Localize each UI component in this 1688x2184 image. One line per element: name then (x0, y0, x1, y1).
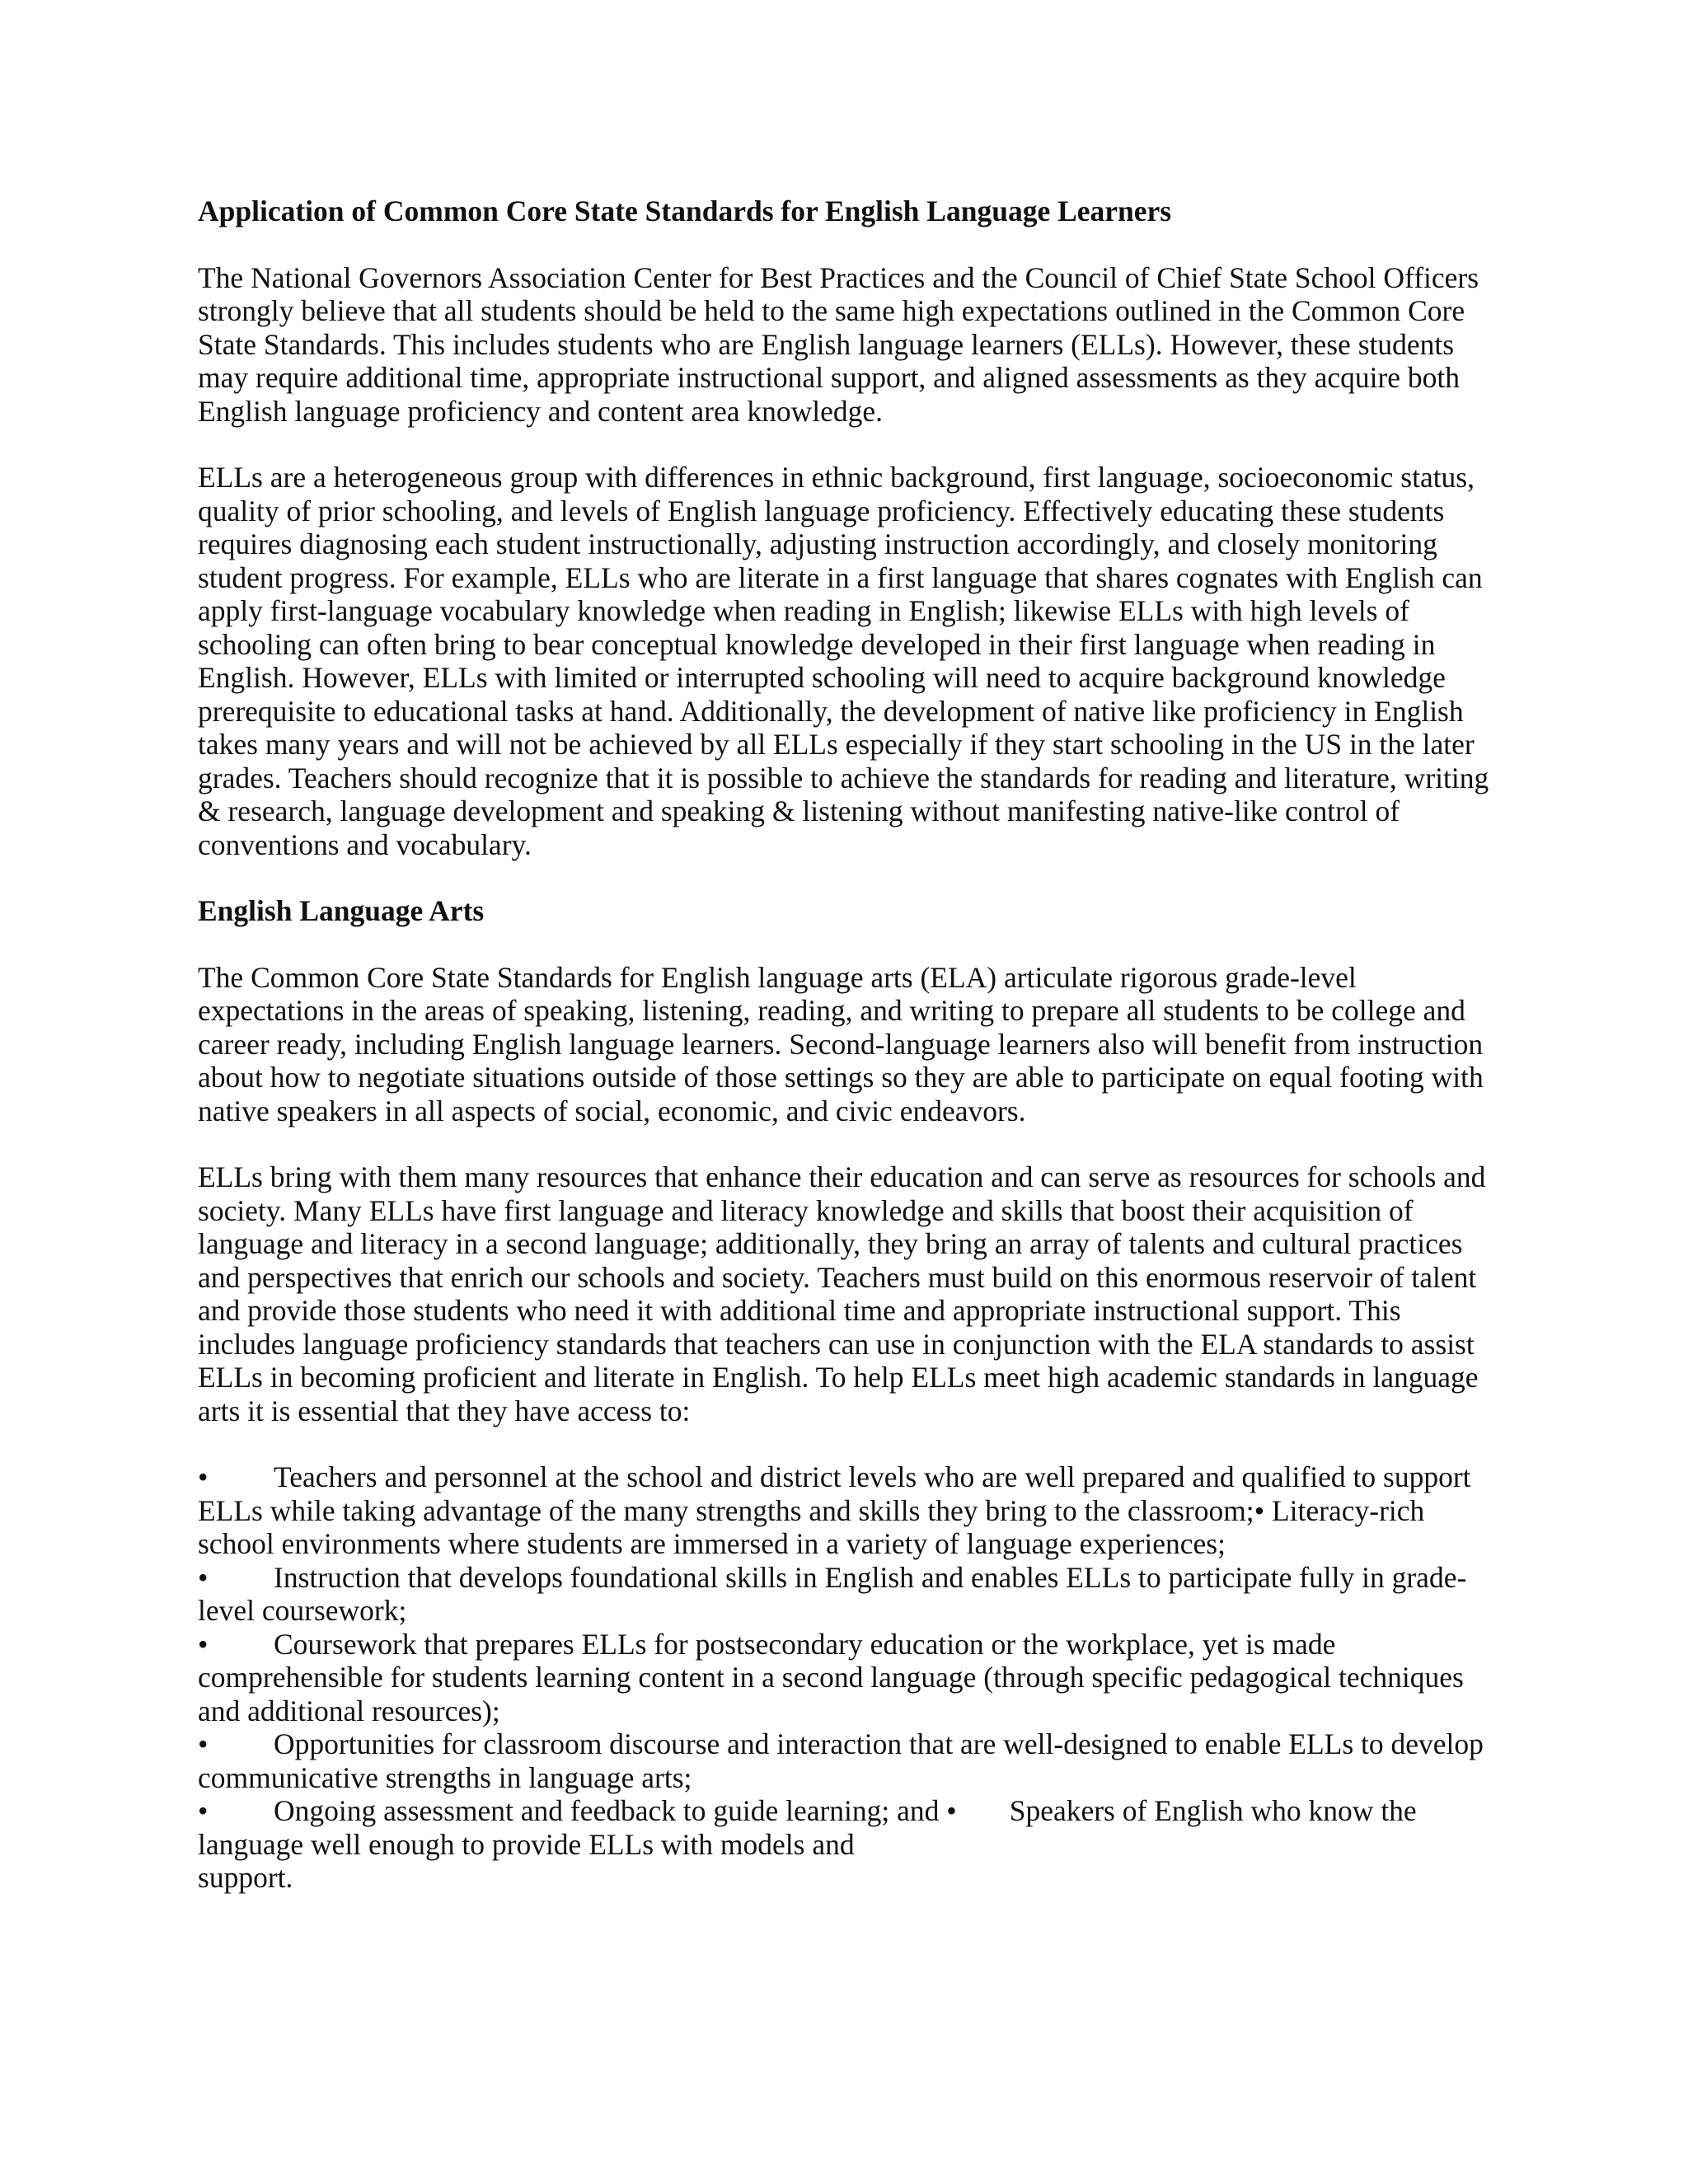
bullet-icon: • (198, 1560, 209, 1594)
section-paragraph-1: The Common Core State Standards for English language arts (ELA) articulate rigorous grade-level expectations in the areas of speaking, listening, reading, and writing to prepare all students to be college and career ready, including English language learners. Second-language learners also will benefit from instruction about how to negotiate situations outside of those settings so they are able to participate on equal footing with native speakers in all aspects of social, economic, and civic endeavors. (198, 960, 1484, 1127)
intro-paragraph-2: ELLs are a heterogeneous group with differences in ethnic background, first language, socioeconomic status, quality of prior schooling, and levels of English language proficiency. Effectively educating these students requires diagnosing each student instructionally, adjusting instruction accordingly, and closely monitoring student progress. For example, ELLs who are literate in a first language that shares cognates with English can apply first-language vocabulary knowledge when reading in English; likewise ELLs with high levels of schooling can often bring to bear conceptual knowledge developed in their first language when reading in English. However, ELLs with limited or interrupted schooling will need to acquire background knowledge prerequisite to educational tasks at hand. Additionally, the development of native like proficiency in English takes many years and will not be achieved by all ELLs especially if they start schooling in the US in the later grades. Teachers should recognize that it is possible to achieve the standards for reading and literature, writing & research, language development and speaking & listening without manifesting native-like control of conventions and vocabulary. (198, 461, 1489, 861)
bullet-text-1: Teachers and personnel at the school and district levels who are well prepared and qualified to support ELLs while taking advantage of the many strengths and skills they bring to the classroom; (198, 1460, 1471, 1527)
bullet-text-6: Ongoing assessment and feedback to guide learning; and (274, 1794, 940, 1827)
bullet-icon: • (198, 1627, 209, 1661)
bullet-icon: • (1254, 1493, 1265, 1527)
list-item-continuation: support. (198, 1861, 293, 1894)
bullet-text-5: Opportunities for classroom discourse and interaction that are well-designed to enable ELLs to develop communicative strengths in language arts; (198, 1727, 1484, 1794)
document-page (198, 194, 1492, 1895)
bullet-icon: • (198, 1727, 209, 1760)
bullet-text-7: Speakers of English who know the language well enough to provide ELLs with models and (198, 1794, 1417, 1861)
bullet-icon: • (198, 1460, 209, 1493)
access-bullet-list (198, 1460, 1492, 1895)
bullet-icon: • (198, 1794, 209, 1827)
list-item (198, 1628, 1492, 1728)
document-title: Application of Common Core State Standards for English Language Learners (198, 194, 1172, 227)
section-heading: English Language Arts (198, 894, 485, 927)
bullet-text-2: Literacy-rich school environments where students are immersed in a variety of language experiences; (198, 1493, 1425, 1560)
section-paragraph-2: ELLs bring with them many resources that enhance their education and can serve as resources for schools and society. Many ELLs have first language and literacy knowledge and skills that boost their acquisition of language and literacy in a second language; additionally, they bring an array of talents and cultural practices and perspectives that enrich our schools and society. Teachers must build on this enormous reservoir of talent and provide those students who need it with additional time and appropriate instructional support. This includes language proficiency standards that teachers can use in conjunction with the ELA standards to assist ELLs in becoming proficient and literate in English. To help ELLs meet high academic standards in language arts it is essential that they have access to: (198, 1160, 1486, 1427)
list-item (198, 1727, 1492, 1794)
intro-paragraph-1: The National Governors Association Center for Best Practices and the Council of Chief State School Officers strongly believe that all students should be held to the same high expectations outlined in the Common Core State Standards. This includes students who are English language learners (ELLs). However, these students may require additional time, appropriate instructional support, and aligned assessments as they acquire both English language proficiency and content area knowledge. (198, 260, 1479, 428)
list-item (198, 1460, 1492, 1561)
list-item (198, 1794, 1492, 1861)
bullet-text-4: Coursework that prepares ELLs for postsecondary education or the workplace, yet is made comprehensible for students learning content in a second language (through specific pedagogical techniques and additional resources); (198, 1627, 1464, 1727)
list-item (198, 1561, 1492, 1628)
bullet-text-3: Instruction that develops foundational skills in English and enables ELLs to participate fully in grade-level coursework; (198, 1560, 1467, 1627)
bullet-icon: • (946, 1794, 957, 1827)
